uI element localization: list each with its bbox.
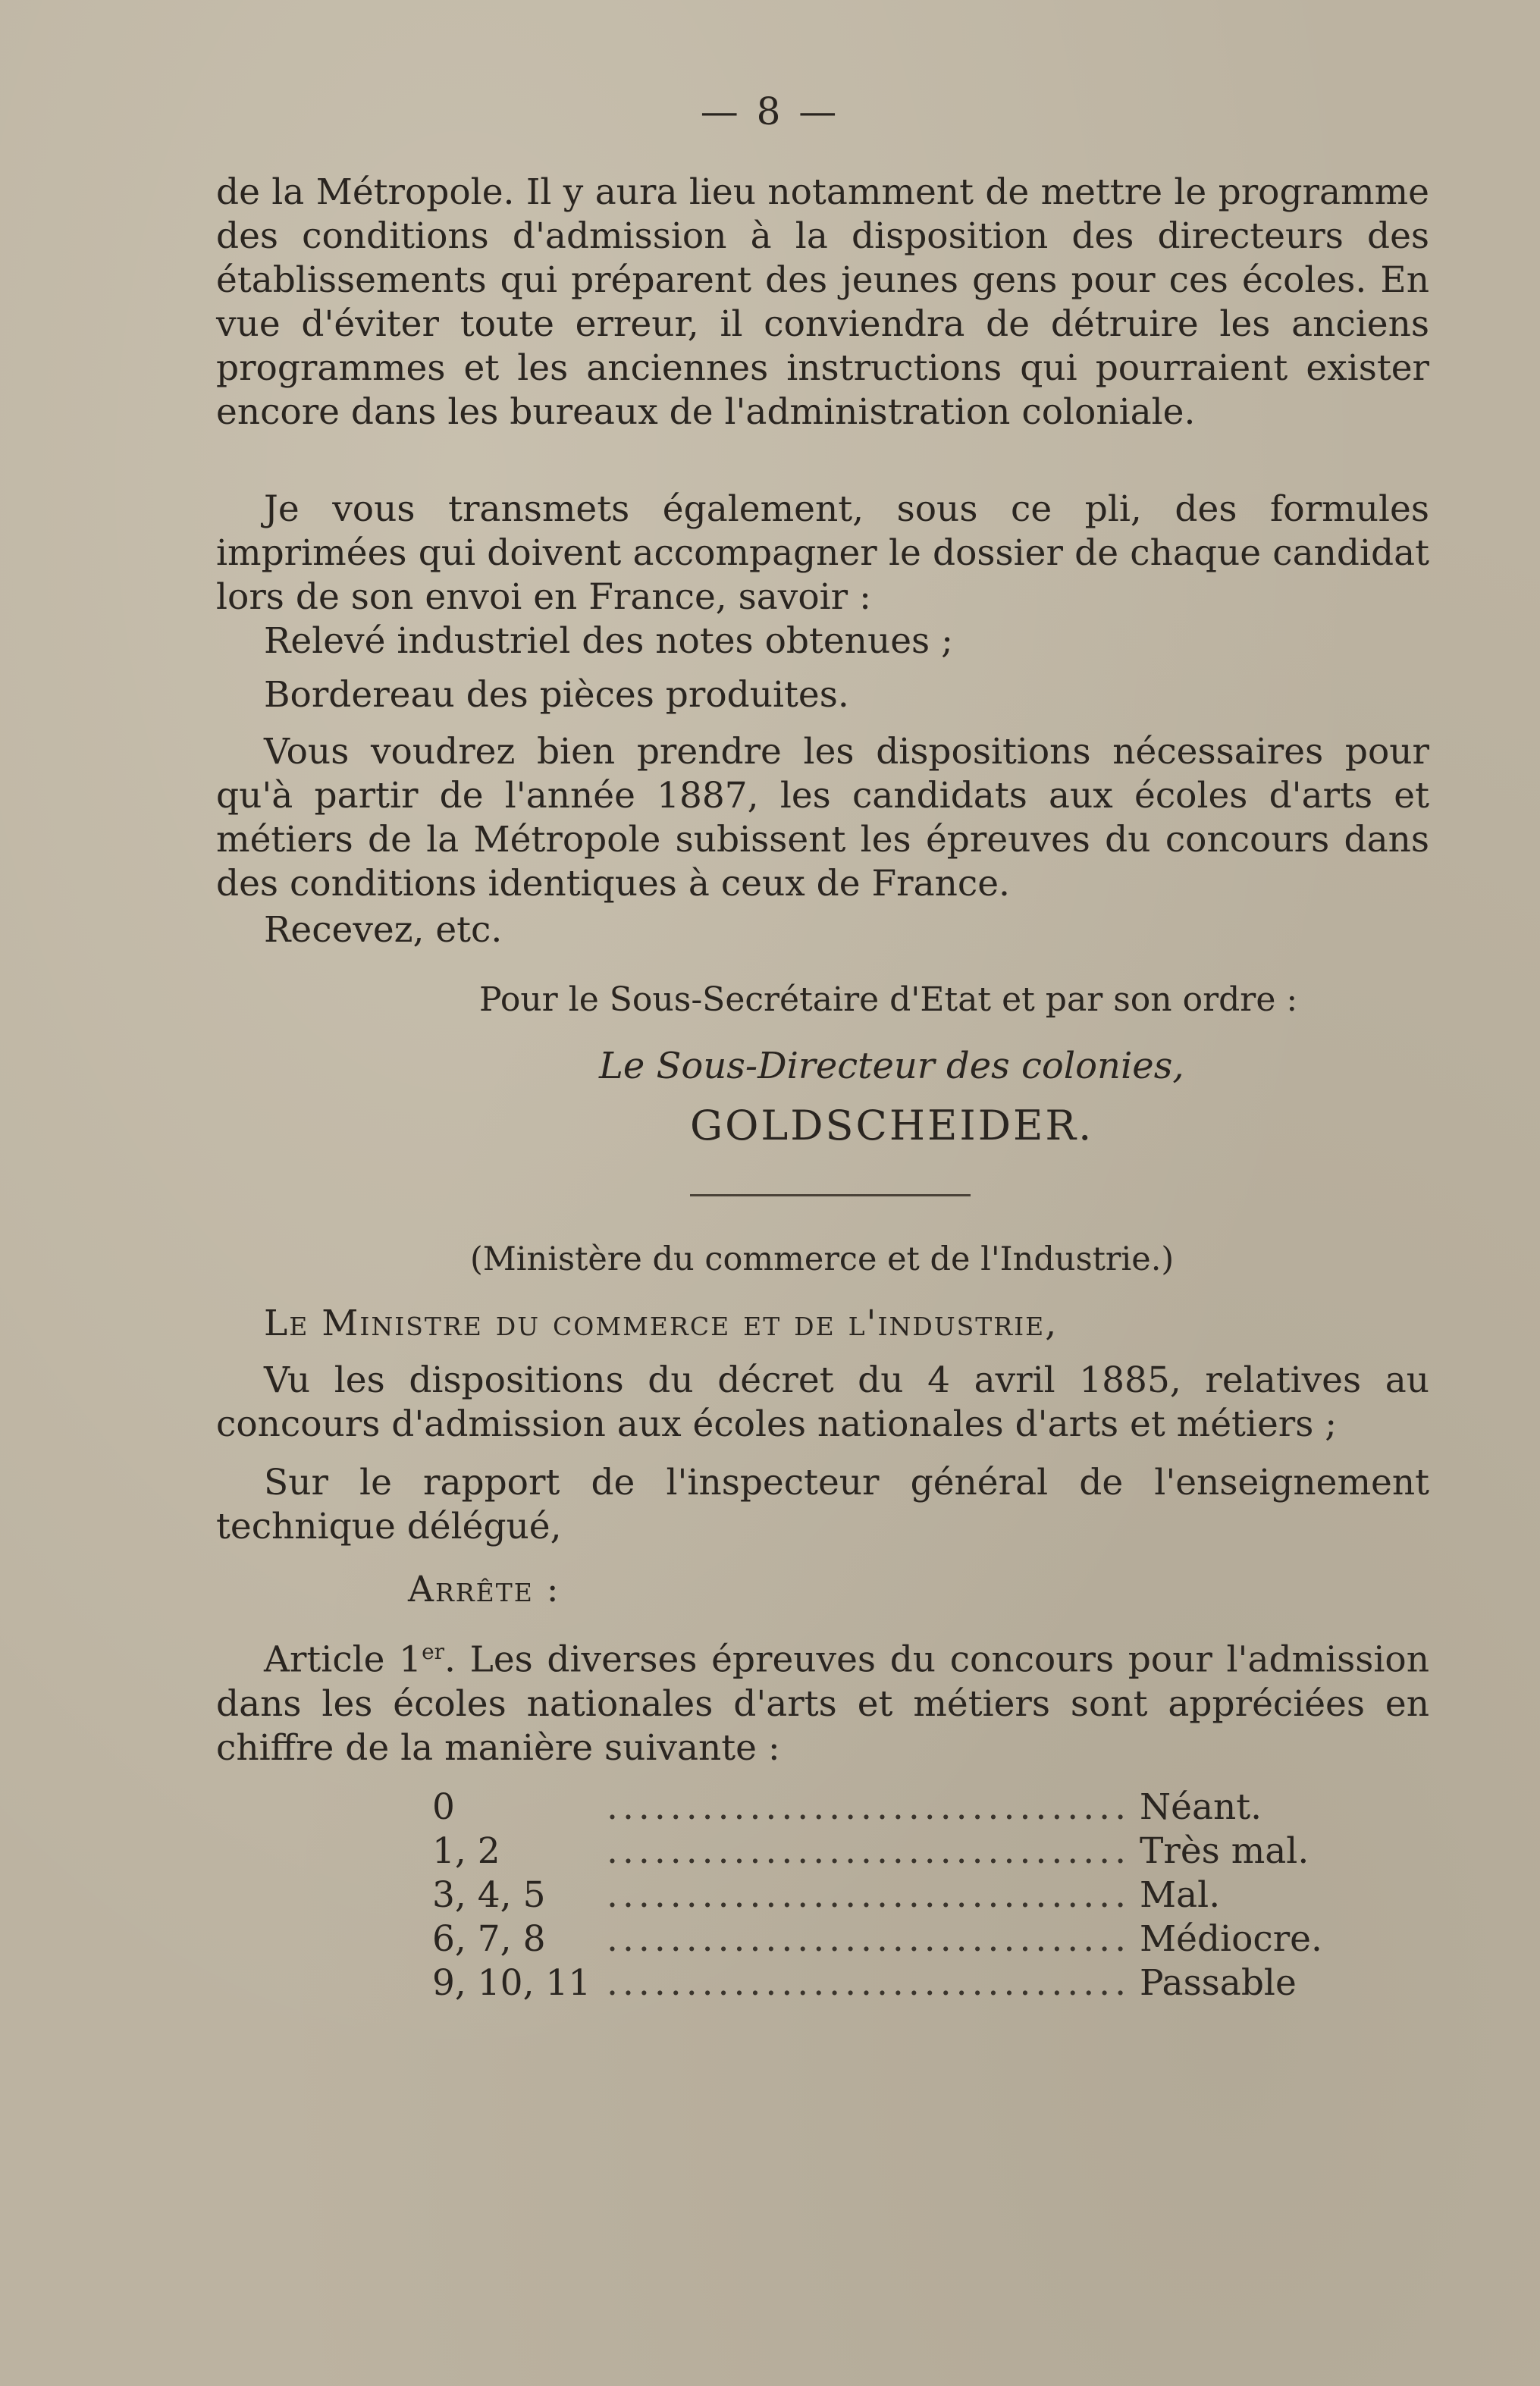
article-superscript: er <box>422 1639 445 1664</box>
paragraph-dispositions: Vous voudrez bien prendre les dispositions nécessaires pour qu'à partir de l'année 1887, les candidats aux écoles d'arts et métiers de la Métropole subissent les épreuves du concours dans des conditions identiques à ceux de France. <box>216 731 1429 905</box>
scale-notes: 9, 10, 11 <box>432 1962 591 2004</box>
scale-appreciation: Mal. <box>1140 1874 1221 1916</box>
scale-notes: 1, 2 <box>432 1830 500 1872</box>
table-row <box>432 1829 1322 1873</box>
grading-scale-table <box>432 1786 1322 2005</box>
dot-leader: ................................. <box>607 1918 1131 1960</box>
paragraph-formules: Je vous transmets également, sous ce pli, des formules imprimées qui doivent accompagner le dossier de chaque candidat lors de son envoi en France, savoir : <box>216 488 1429 618</box>
list-item-releve: Relevé industriel des notes obtenues ; <box>264 620 953 662</box>
scale-appreciation: Passable <box>1140 1962 1297 2004</box>
article-label: Article 1 <box>264 1638 422 1681</box>
signature-for-line: Pour le Sous-Secrétaire d'Etat et par son ordre : <box>479 980 1298 1019</box>
table-row <box>432 1786 1322 1829</box>
scale-appreciation: Néant. <box>1140 1786 1262 1828</box>
table-row <box>432 1961 1322 2005</box>
paragraph-continuation: de la Métropole. Il y aura lieu notamment de mettre le programme des conditions d'admission à la disposition des directeurs des établissements qui préparent des jeunes gens pour ces écoles. En vue d'éviter toute erreur, il conviendra de détruire les anciens programmes et les anciennes instructions qui pourraient exister encore dans les bureaux de l'administration coloniale. <box>216 171 1429 433</box>
paragraph-sur: Sur le rapport de l'inspecteur général de l'enseignement technique délégué, <box>216 1462 1429 1547</box>
dot-leader: ................................. <box>607 1874 1131 1916</box>
minister-title: Le Ministre du commerce et de l'industrie, <box>264 1303 1059 1344</box>
signature-name: GOLDSCHEIDER. <box>690 1102 1094 1149</box>
article-text: . Les diverses épreuves du concours pour l'admission dans les écoles nationales d'arts et métiers sont appréciées en chiffre de la manière suivante : <box>216 1638 1429 1769</box>
closing-formula: Recevez, etc. <box>264 909 503 951</box>
arrete-heading: Arrête : <box>408 1569 560 1610</box>
list-item-bordereau: Bordereau des pièces produites. <box>264 674 849 716</box>
scale-appreciation: Médiocre. <box>1140 1918 1322 1960</box>
section-divider <box>690 1194 971 1196</box>
article-1 <box>216 1630 1429 1770</box>
scale-notes: 6, 7, 8 <box>432 1918 546 1960</box>
paragraph-vu: Vu les dispositions du décret du 4 avril 1885, relatives au concours d'admission aux écoles nationales d'arts et métiers ; <box>216 1359 1429 1445</box>
scale-notes: 3, 4, 5 <box>432 1874 546 1916</box>
scale-appreciation: Très mal. <box>1140 1830 1309 1872</box>
dot-leader: ................................. <box>607 1786 1131 1828</box>
table-row <box>432 1873 1322 1917</box>
scale-notes: 0 <box>432 1786 455 1828</box>
dot-leader: ................................. <box>607 1962 1131 2004</box>
dot-leader: ................................. <box>607 1830 1131 1872</box>
page-number: — 8 — <box>700 89 840 133</box>
table-row <box>432 1917 1322 1961</box>
signature-title: Le Sous-Directeur des colonies, <box>599 1045 1184 1087</box>
ministry-heading: (Ministère du commerce et de l'Industrie.) <box>470 1240 1175 1278</box>
